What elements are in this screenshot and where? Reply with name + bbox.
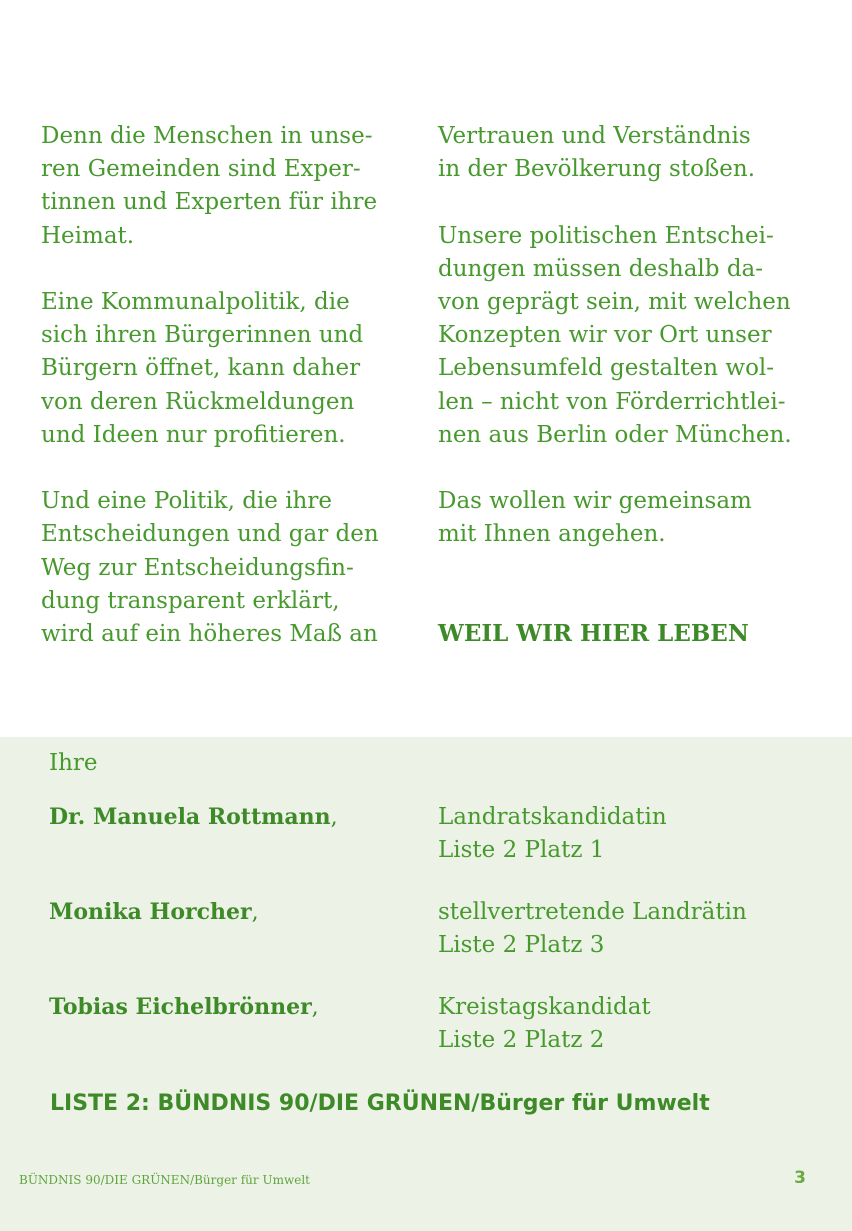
signer-role: stellvertretende Landrätin <box>438 899 747 925</box>
paragraph <box>438 485 838 551</box>
text-line: in der Bevölkerung stoßen. <box>438 156 756 183</box>
paragraph <box>41 120 411 253</box>
text-line: Und eine Politik, die ihre <box>41 488 332 515</box>
text-line: Denn die Menschen in unse- <box>41 123 373 149</box>
paragraph <box>41 485 411 651</box>
text-line: Vertrauen und Verständnis <box>438 123 751 149</box>
text-line: von geprägt sein, mit welchen <box>438 289 791 315</box>
signer-name-text: Tobias Eichelbrönner <box>49 994 312 1020</box>
text-line: Konzepten wir vor Ort unser <box>438 322 772 349</box>
text-line: nen aus Berlin oder München. <box>438 421 792 448</box>
name-comma: , <box>251 900 259 925</box>
text-line: Unsere politischen Entschei- <box>438 222 774 249</box>
paragraph <box>438 120 838 186</box>
signer-list-position: Liste 2 Platz 1 <box>438 837 605 863</box>
signer-name-text: Dr. Manuela Rottmann <box>49 804 331 830</box>
paragraph <box>41 286 411 452</box>
paragraph-gap <box>41 452 411 485</box>
text-line: Heimat. <box>41 222 135 249</box>
signer-name <box>49 896 259 929</box>
signature-intro: Ihre <box>49 750 98 776</box>
text-line: ren Gemeinden sind Exper- <box>41 156 361 183</box>
signer-list-position: Liste 2 Platz 2 <box>438 1027 605 1053</box>
text-line: tinnen und Experten für ihre <box>41 189 378 216</box>
footer-party-name: BÜNDNIS 90/DIE GRÜNEN/Bürger für Umwelt <box>19 1173 310 1187</box>
text-line: Das wollen wir gemeinsam <box>438 488 752 515</box>
text-line: von deren Rückmeldungen <box>41 388 355 415</box>
text-line: dung transparent erklärt, <box>41 587 340 614</box>
text-line: dungen müssen deshalb da- <box>438 255 764 282</box>
name-comma: , <box>311 995 319 1020</box>
slogan: WEIL WIR HIER LEBEN <box>438 620 749 647</box>
text-line: Bürgern öffnet, kann daher <box>41 355 361 382</box>
signer-role: Kreistagskandidat <box>438 994 651 1020</box>
text-line: und Ideen nur profitieren. <box>41 421 346 448</box>
text-line: Weg zur Entscheidungsfin- <box>41 554 354 581</box>
text-line: mit Ihnen angehen. <box>438 521 666 548</box>
text-line: Entscheidungen und gar den <box>41 521 379 548</box>
signer-name <box>49 801 338 834</box>
name-comma: , <box>330 805 338 830</box>
paragraph <box>438 220 838 452</box>
signer-list-position: Liste 2 Platz 3 <box>438 932 605 958</box>
right-column <box>438 120 838 552</box>
paragraph-gap <box>438 452 838 485</box>
text-line: sich ihren Bürgerinnen und <box>41 322 364 349</box>
text-line: wird auf ein höheres Maß an <box>41 621 378 648</box>
text-line: Lebensumfeld gestalten wol- <box>438 355 775 382</box>
page-number: 3 <box>794 1168 806 1188</box>
signer-name-text: Monika Horcher <box>49 899 252 925</box>
signer-role: Landratskandidatin <box>438 804 667 830</box>
signer-name <box>49 991 319 1024</box>
text-line: len – nicht von Förderrichtlei- <box>438 388 786 415</box>
party-list-banner: LISTE 2: BÜNDNIS 90/DIE GRÜNEN/Bürger für Umwelt <box>50 1091 710 1116</box>
paragraph-gap <box>41 253 411 286</box>
left-column <box>41 120 411 651</box>
paragraph-gap <box>438 186 838 219</box>
text-line: Eine Kommunalpolitik, die <box>41 289 350 315</box>
